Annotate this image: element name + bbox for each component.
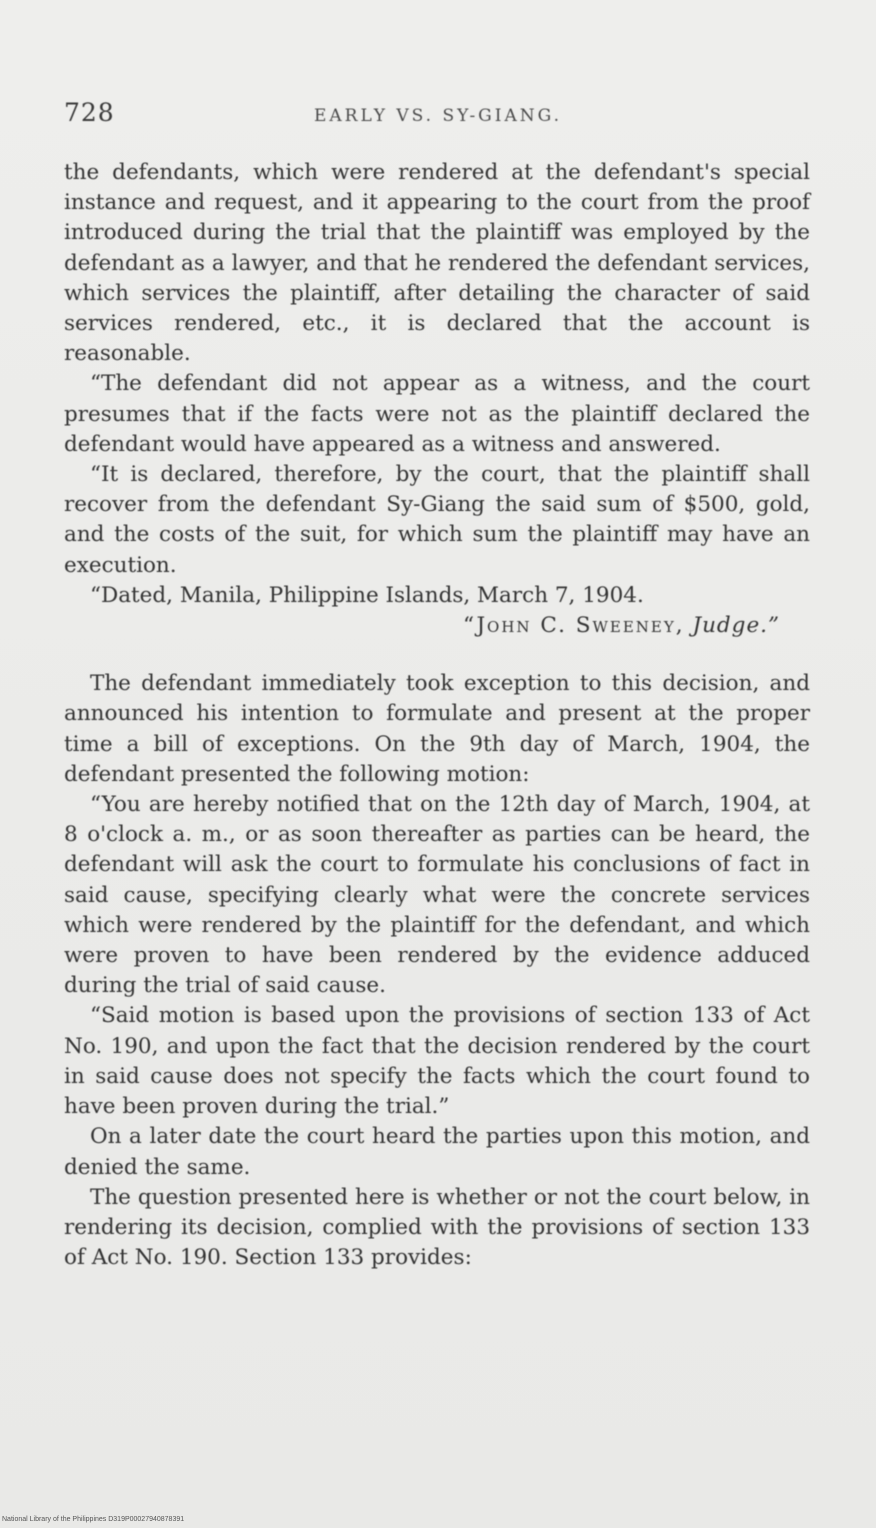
page-number: 728 bbox=[64, 98, 115, 127]
body-text bbox=[64, 158, 810, 1273]
judge-name: “John C. Sweeney, bbox=[462, 613, 685, 639]
paragraph: “You are hereby notified that on the 12th day of March, 1904, at 8 o'clock a. m., or as soon thereafter as parties can be heard, the defendant will ask the court to formulate his conclusions of fact in said cause, specifying clearly what were the concrete services which were rendered by the plaintiff for the defendant, and which were proven to have been rendered by the evidence adduced during the trial of said cause. bbox=[64, 792, 810, 999]
paragraph: “Dated, Manila, Philippine Islands, March 7, 1904. bbox=[90, 582, 644, 608]
judge-title: Judge.” bbox=[692, 613, 780, 639]
paragraph: The question presented here is whether or not the court below, in rendering its decision, complied with the provisions of section 133 of Act No. 190. Section 133 provides: bbox=[64, 1184, 810, 1271]
paragraph: “It is declared, therefore, by the court, that the plaintiff shall recover from the defendant Sy-Giang the said sum of $500, gold, and the costs of the suit, for which sum the plaintiff may have an execution. bbox=[64, 462, 810, 578]
paragraph: On a later date the court heard the parties upon this motion, and denied the same. bbox=[64, 1124, 810, 1180]
running-head: EARLY VS. SY-GIANG. bbox=[314, 106, 563, 126]
paragraph: the defendants, which were rendered at the defendant's special instance and request, and it appearing to the court from the proof introduced during the trial that the plaintiff was employed by the defendant as a lawyer, and that he rendered the defendant services, which services the plaintiff, after detailing the character of said services rendered, etc., it is declared that the account is reasonable. bbox=[64, 160, 810, 367]
page-header bbox=[64, 98, 814, 134]
judge-signature bbox=[64, 611, 810, 641]
paragraph: The defendant immediately took exception to this decision, and announced his intention to formulate and present at the proper time a bill of exceptions. On the 9th day of March, 1904, the defendant presented the following motion: bbox=[64, 671, 810, 787]
paragraph: “Said motion is based upon the provisions of section 133 of Act No. 190, and upon the fact that the decision rendered by the court in said cause does not specify the facts which the court found to have been proven during the trial.” bbox=[64, 1003, 810, 1120]
paragraph: “The defendant did not appear as a witness, and the court presumes that if the facts were not as the plaintiff declared the defendant would have appeared as a witness and answered. bbox=[64, 371, 810, 457]
archive-footer: National Library of the Philippines D319P00027940878391 bbox=[2, 1516, 185, 1523]
